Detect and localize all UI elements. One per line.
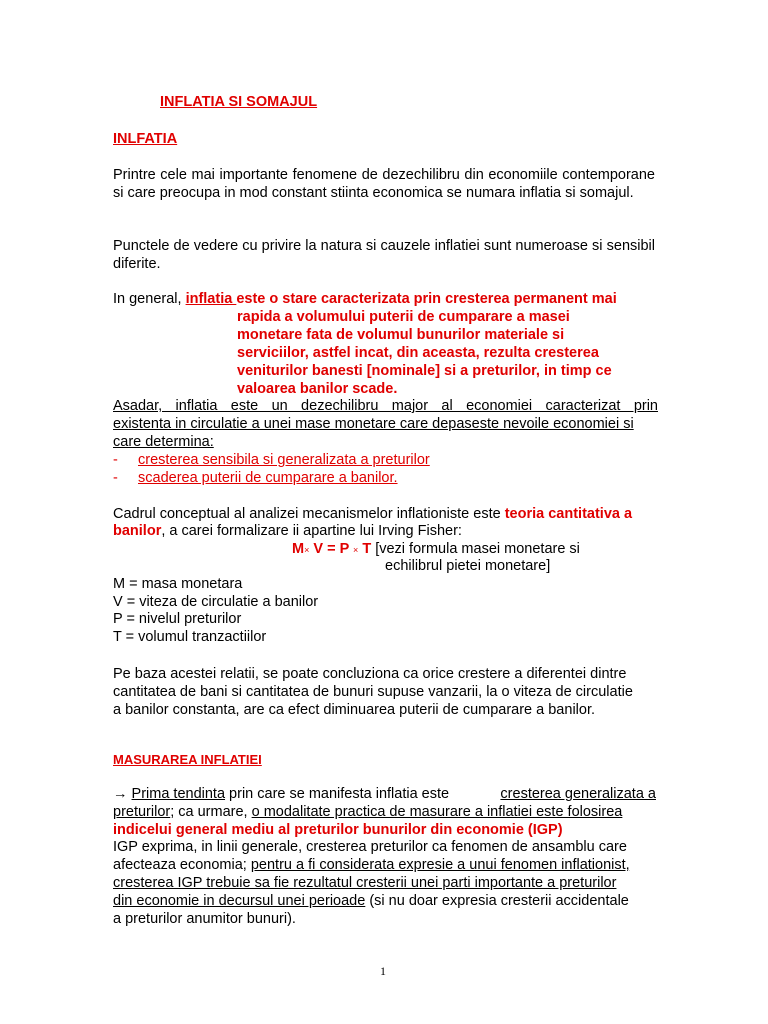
bullet-item-2 (113, 469, 398, 487)
definition-lead: In general, (113, 291, 186, 307)
definition-line-5: veniturilor banesti [nominale] si a preturilor, in timp ce (237, 363, 612, 379)
document-title: INFLATIA SI SOMAJUL (160, 94, 318, 110)
definition-line-4: serviciilor, astfel incat, din aceasta, rezulta cresterea (237, 345, 599, 361)
masurare-condition: pentru a fi considerata expresie a unui fenomen inflationist, (250, 857, 630, 873)
page-number: 1 (380, 964, 386, 978)
masurare-line-8: a preturilor anumitor bunuri). (113, 911, 296, 927)
masurare-prima-tendinta: Prima tendinta (131, 786, 226, 802)
masurare-line-2 (113, 803, 622, 821)
masurare-line-1 (113, 785, 656, 803)
definition-first-line (113, 290, 617, 308)
masurare-modalitate: o modalitate practica de masurare a inflatiei este folosirea (251, 804, 623, 820)
section-heading-masurarea: MASURAREA INFLATIEI (113, 752, 262, 767)
cadrul-theory-1: teoria cantitativa a (504, 506, 633, 522)
paragraph-puncte-de-vedere: Punctele de vedere cu privire la natura si cauzele inflatiei sunt numeroase si sensibil diferite. (113, 238, 655, 272)
asadar-line-3: care determina: (113, 434, 214, 450)
definition-term: inflatia (185, 291, 237, 307)
bullet-dash: - (113, 452, 118, 468)
masurare-text-1: prin care se manifesta inflatia este (225, 786, 450, 802)
definition-line-2: rapida a volumului puterii de cumparare a masei (237, 309, 570, 325)
arrow-icon: → (113, 786, 128, 802)
masurare-perioada: din economie in decursul unei perioade (113, 893, 366, 909)
definition-m: M = masa monetara (113, 576, 243, 592)
definition-line-6: valoarea banilor scade. (237, 381, 398, 397)
masurare-line-6: cresterea IGP trebuie sa fie rezultatul cresterii unei parti importante a preturilor (113, 875, 617, 891)
conclusion-line-1: Pe baza acestei relatii, se poate concluziona ca orice crestere a diferentei dintre (113, 666, 627, 682)
masurare-line-7 (113, 892, 629, 910)
masurare-text-2: ; ca urmare, (170, 804, 252, 820)
cadrul-text-2: , a carei formalizare ii apartine lui Irving Fisher: (161, 523, 462, 539)
formula-v-p: V = P (309, 541, 354, 557)
bullet-dash: - (113, 470, 118, 486)
definition-p: P = nivelul preturilor (113, 611, 242, 627)
cadrul-line-1 (113, 505, 632, 523)
cadrul-text-1: Cadrul conceptual al analizei mecanismelor inflationiste este (113, 506, 505, 522)
bullet-text: scaderea puterii de cumparare a banilor. (138, 470, 398, 486)
bullet-text: cresterea sensibila si generalizata a preturilor (138, 452, 430, 468)
formula-t: T (358, 541, 372, 557)
formula-m: M (292, 541, 305, 557)
fisher-formula (292, 540, 580, 559)
cadrul-line-2 (113, 522, 462, 540)
definition-v: V = viteza de circulatie a banilor (113, 594, 319, 610)
masurare-igp-definition: indicelui general mediu al preturilor bunurilor din economie (IGP) (113, 822, 563, 838)
asadar-line-1: Asadar, inflatia este un dezechilibru major al economiei caracterizat prin (113, 398, 658, 414)
masurare-preturilor: preturilor (113, 804, 171, 820)
masurare-line-5 (113, 856, 630, 874)
masurare-text-5: afecteaza economia; (113, 857, 251, 873)
definition-t: T = volumul tranzactiilor (113, 629, 267, 645)
definition-line-3: monetare fata de volumul bunurilor materiale si (237, 327, 565, 343)
bullet-item-1 (113, 451, 430, 469)
masurare-line-4: IGP exprima, in linii generale, cresterea preturilor ca fenomen de ansamblu care (113, 839, 627, 855)
conclusion-line-3: a banilor constanta, are ca efect diminuarea puterii de cumparare a banilor. (113, 702, 596, 718)
masurare-text-7: (si nu doar expresia cresterii accidentale (365, 893, 629, 909)
paragraph-intro: Printre cele mai importante fenomene de dezechilibru din economiile contemporane si care preocupa in mod constant stiinta economica se numara inflatia si somajul. (113, 167, 655, 201)
formula-times-2: × (353, 545, 359, 555)
asadar-line-2: existenta in circulatie a unei mase monetare care depaseste nevoile economiei si (113, 416, 634, 432)
formula-note-1: [vezi formula masei monetare si (371, 541, 580, 557)
formula-times-1: × (304, 545, 310, 555)
conclusion-line-2: cantitatea de bani si cantitatea de bunuri supuse vanzarii, la o viteza de circulatie (113, 684, 633, 700)
definition-line-1: este o stare caracterizata prin cresterea permanent mai (236, 291, 617, 307)
section-heading-inflatia: INLFATIA (113, 131, 178, 147)
cadrul-theory-2: banilor (113, 523, 162, 539)
masurare-crestere: cresterea generalizata a (500, 786, 656, 802)
formula-note-2: echilibrul pietei monetare] (385, 558, 551, 574)
